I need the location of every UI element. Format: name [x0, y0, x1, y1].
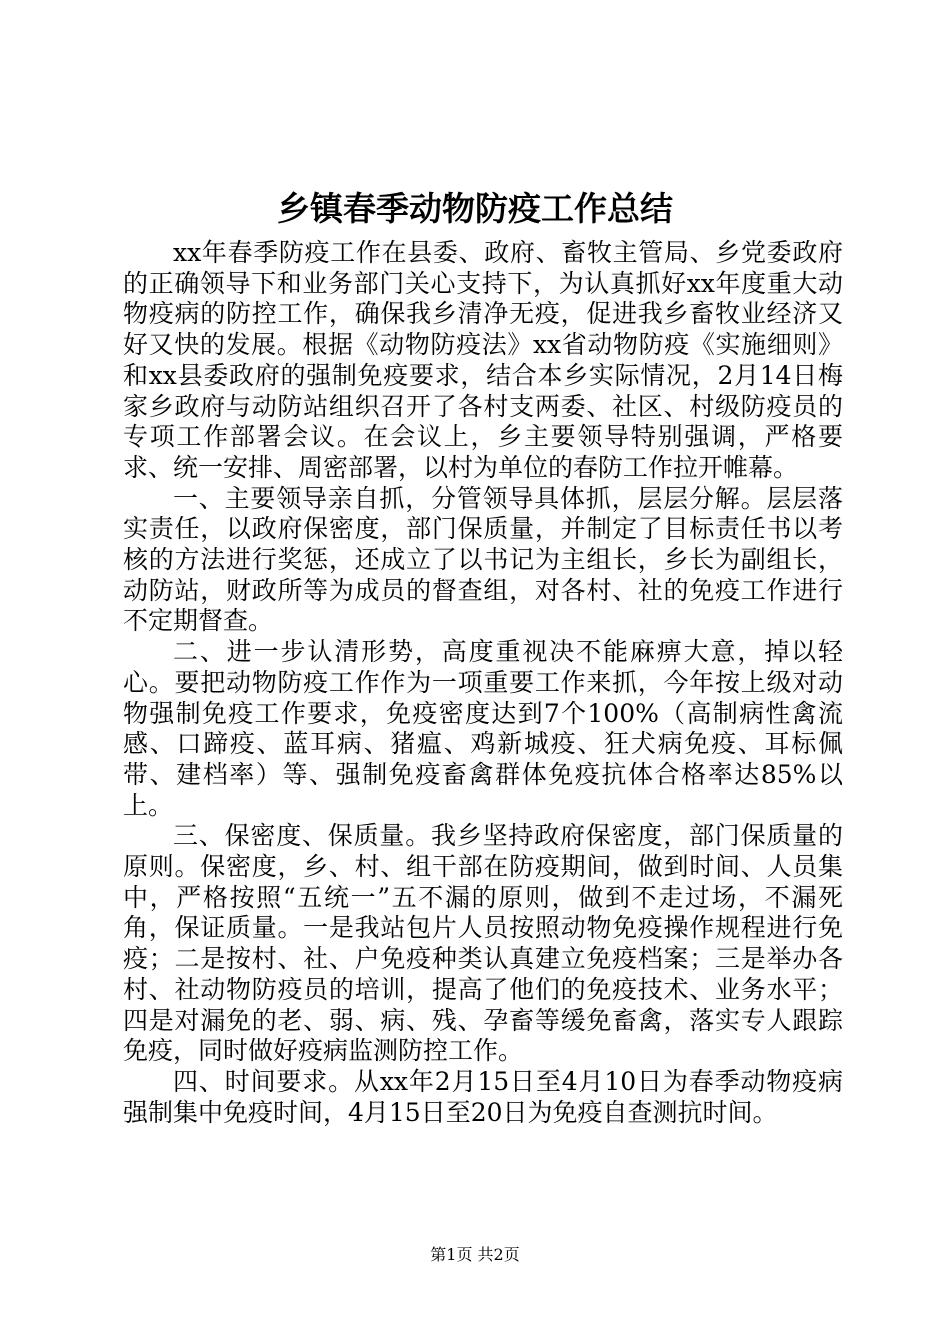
document-title: 乡镇春季动物防疫工作总结	[277, 189, 673, 228]
paragraph-intro: xx年春季防疫工作在县委、政府、畜牧主管局、乡党委政府的正确领导下和业务部门关心支持下，为认真抓好xx年度重大动物疫病的防控工作，确保我乡清净无疫，促进我乡畜牧业经济又好又快的发展。根据《动物防疫法》xx省动物防疫《实施细则》和xx县委政府的强制免疫要求，结合本乡实际情况，2月14日梅家乡政府与动防站组织召开了各村支两委、社区、村级防疫员的专项工作部署会议。在会议上，乡主要领导特别强调，严格要求、统一安排、周密部署，以村为单位的春防工作拉开帷幕。	[123, 238, 843, 482]
paragraph-section-4: 四、时间要求。从xx年2月15日至4月10日为春季动物疫病强制集中免疫时间，4月15日至20日为免疫自查测抗时间。	[123, 1066, 843, 1127]
paragraph-section-2: 二、进一步认清形势，高度重视决不能麻痹大意，掉以轻心。要把动物防疫工作作为一项重要工作来抓，今年按上级对动物强制免疫工作要求，免疫密度达到7个100%（高制病性禽流感、口蹄疫、蓝耳病、猪瘟、鸡新城疫、狂犬病免疫、耳标佩带、建档率）等、强制免疫畜禽群体免疫抗体合格率达85%以上。	[123, 637, 843, 820]
paragraph-section-3: 三、保密度、保质量。我乡坚持政府保密度，部门保质量的原则。保密度，乡、村、组干部在防疫期间，做到时间、人员集中，严格按照“五统一”五不漏的原则，做到不走过场，不漏死角，保证质量。一是我站包片人员按照动物免疫操作规程进行免疫；二是按村、社、户免疫种类认真建立免疫档案；三是举办各村、社动物防疫员的培训，提高了他们的免疫技术、业务水平；四是对漏免的老、弱、病、残、孕畜等缓免畜禽，落实专人跟踪免疫，同时做好疫病监测防控工作。	[123, 821, 843, 1066]
paragraph-section-1: 一、主要领导亲自抓，分管领导具体抓，层层分解。层层落实责任，以政府保密度，部门保质量，并制定了目标责任书以考核的方法进行奖惩，还成立了以书记为主组长，乡长为副组长，动防站，财政所等为成员的督查组，对各村、社的免疫工作进行不定期督查。	[123, 483, 843, 636]
page-number-footer: 第1页 共2页	[430, 1245, 520, 1264]
document-body	[123, 238, 843, 1128]
